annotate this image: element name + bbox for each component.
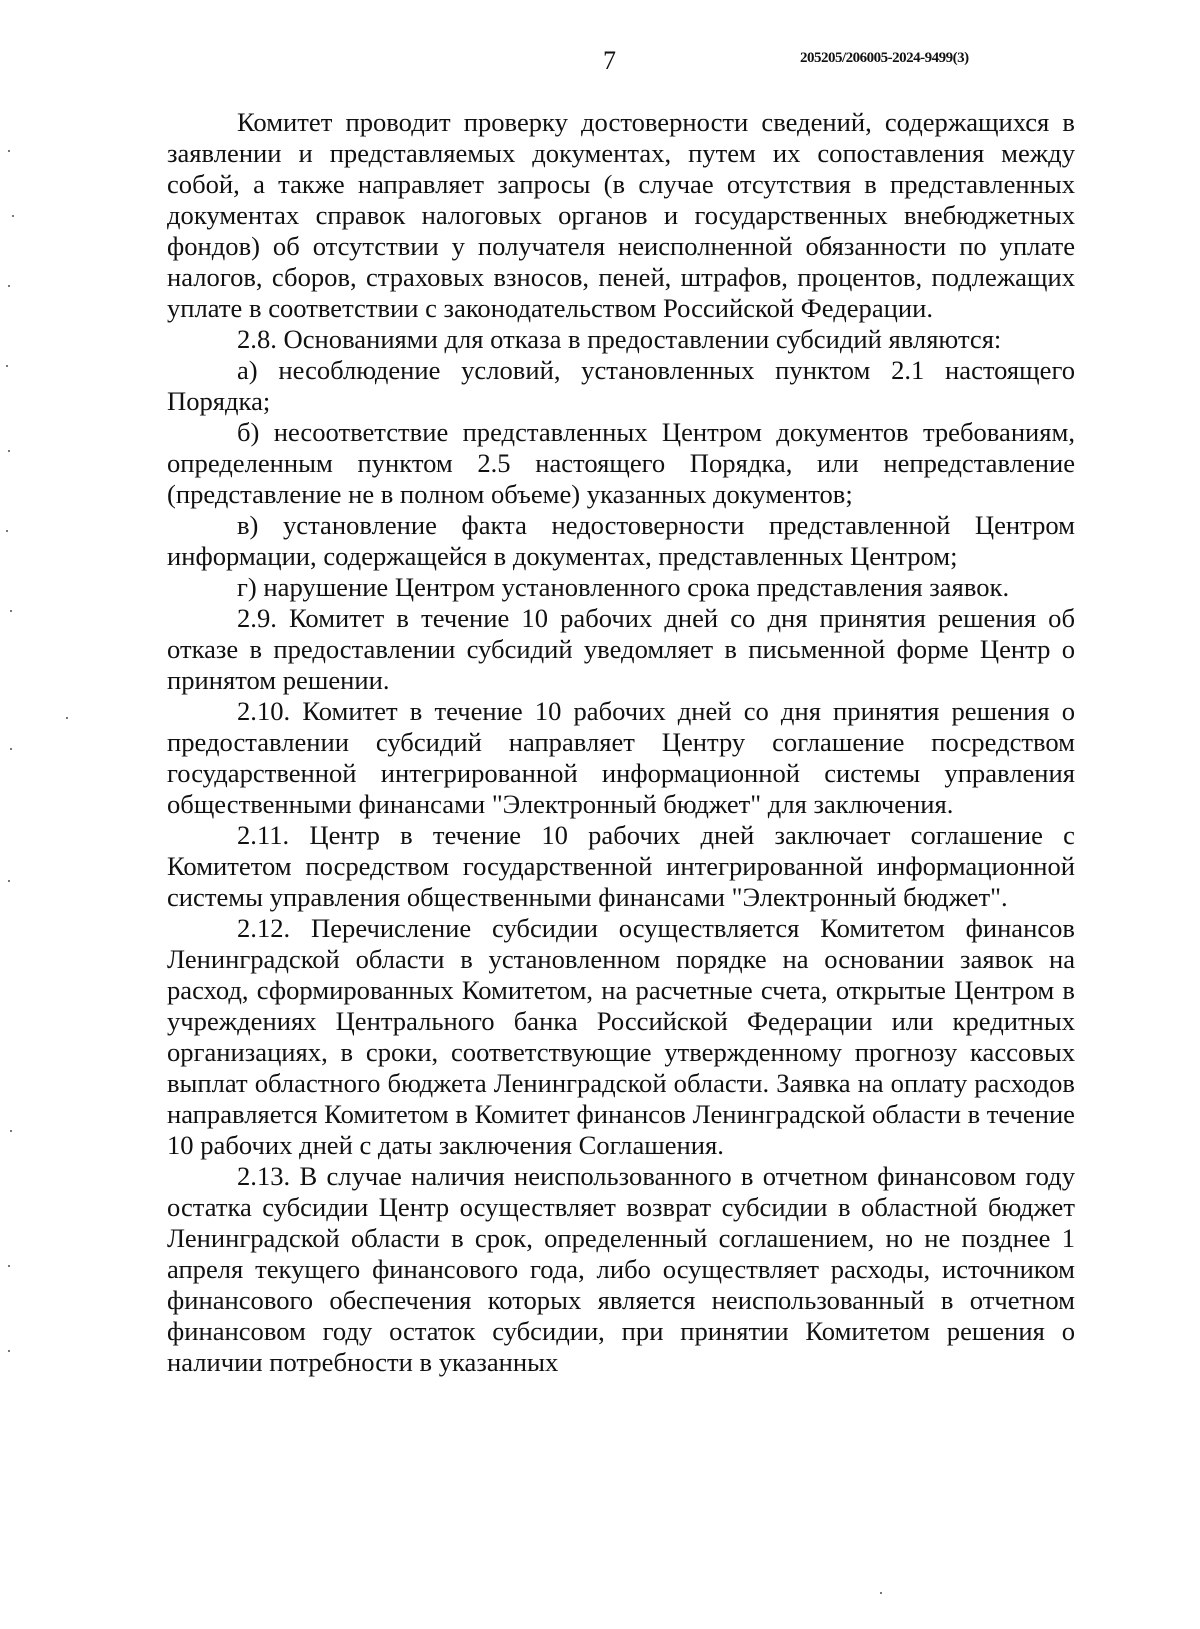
paragraph-2-8-v: в) установление факта недостоверности представленной Центром информации, содержащейся в документах, представленных Центром; bbox=[167, 510, 1075, 571]
scan-speck bbox=[8, 880, 10, 882]
scan-speck bbox=[66, 717, 68, 719]
paragraph-2-9: 2.9. Комитет в течение 10 рабочих дней со дня принятия решения об отказе в предоставлении субсидий уведомляет в письменной форме Центр о принятом решении. bbox=[167, 603, 1075, 695]
paragraph-2-10: 2.10. Комитет в течение 10 рабочих дней со дня принятия решения о предоставлении субсидий направляет Центру соглашение посредством государственной интегрированной информационной системы управления общественными финансами "Электронный бюджет" для заключения. bbox=[167, 696, 1075, 819]
scan-speck bbox=[8, 1350, 10, 1352]
scan-speck bbox=[6, 530, 8, 532]
scan-speck bbox=[10, 748, 12, 750]
paragraph-2-13: 2.13. В случае наличия неиспользованного в отчетном финансовом году остатка субсидии Центр осуществляет возврат субсидии в областной бюджет Ленинградской области в срок, определенный соглашением, но не позднее 1 апреля текущего финансового года, либо осуществляет расходы, источником финансового обеспечения которых является неиспользованный в отчетном финансовом году остаток субсидии, при принятии Комитетом решения о наличии потребности в указанных bbox=[167, 1161, 1075, 1377]
document-id: 205205/206005-2024-9499(3) bbox=[800, 50, 969, 66]
scan-speck bbox=[8, 450, 10, 452]
scan-speck bbox=[8, 1265, 10, 1267]
scan-speck bbox=[10, 610, 12, 612]
paragraph-2-8-b: б) несоответствие представленных Центром документов требованиям, определенным пунктом 2.5 настоящего Порядка, или непредставление (представление не в полном объеме) указанных документов; bbox=[167, 417, 1075, 509]
paragraph-2-8: 2.8. Основаниями для отказа в предоставлении субсидий являются: bbox=[237, 324, 1002, 354]
paragraph-2-8-a: а) несоблюдение условий, установленных пунктом 2.1 настоящего Порядка; bbox=[167, 355, 1075, 416]
scan-speck bbox=[6, 365, 8, 367]
paragraph-verification: Комитет проводит проверку достоверности сведений, содержащихся в заявлении и представляемых документах, путем их сопоставления между собой, а также направляет запросы (в случае отсутствия в представленных документах справок налоговых органов и государственных внебюджетных фондов) об отсутствии у получателя неисполненной обязанности по уплате налогов, сборов, страховых взносов, пеней, штрафов, процентов, подлежащих уплате в соответствии с законодательством Российской Федерации. bbox=[167, 107, 1075, 323]
document-body bbox=[167, 107, 1075, 1378]
paragraph-2-11: 2.11. Центр в течение 10 рабочих дней заключает соглашение с Комитетом посредством государственной интегрированной информационной системы управления общественными финансами "Электронный бюджет". bbox=[167, 820, 1075, 912]
paragraph-2-12: 2.12. Перечисление субсидии осуществляется Комитетом финансов Ленинградской области в установленном порядке на основании заявок на расход, сформированных Комитетом, на расчетные счета, открытые Центром в учреждениях Центрального банка Российской Федерации или кредитных организациях, в сроки, соответствующие утвержденному прогнозу кассовых выплат областного бюджета Ленинградской области. Заявка на оплату расходов направляется Комитетом в Комитет финансов Ленинградской области в течение 10 рабочих дней с даты заключения Соглашения. bbox=[167, 913, 1075, 1160]
scan-speck bbox=[8, 150, 10, 152]
scan-speck bbox=[8, 285, 10, 287]
scan-speck bbox=[12, 215, 14, 217]
scan-speck bbox=[880, 1592, 882, 1594]
scan-speck bbox=[10, 1130, 12, 1132]
page-number: 7 bbox=[603, 46, 616, 75]
paragraph-2-8-g: г) нарушение Центром установленного срока представления заявок. bbox=[237, 572, 1010, 602]
